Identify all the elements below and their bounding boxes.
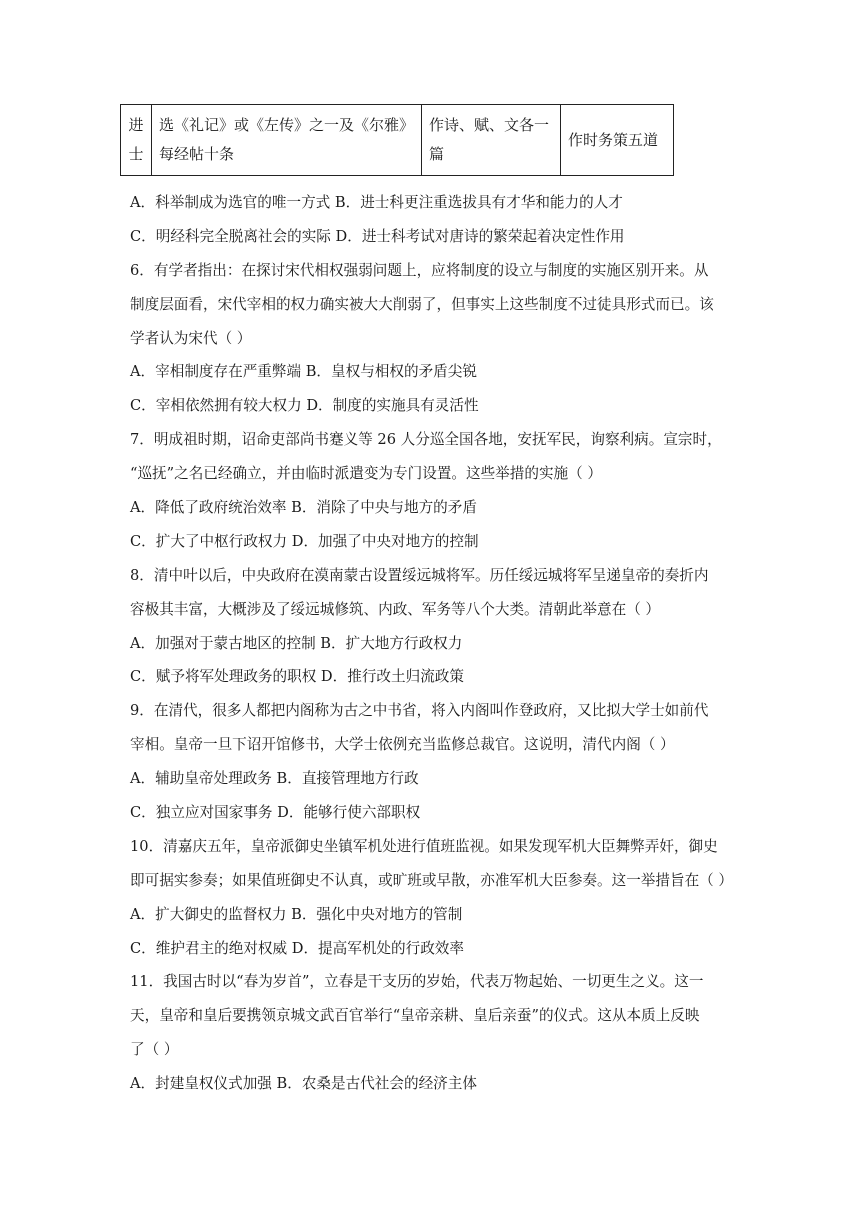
text-line: “巡抚”之名已经确立，并由临时派遣变为专门设置。这些举措的实施（ ） bbox=[130, 465, 602, 483]
text-line: A．扩大御史的监督权力 B．强化中央对地方的管制 bbox=[130, 905, 463, 923]
text-line: A．封建皇权仪式加强 B．农桑是古代社会的经济主体 bbox=[130, 1075, 477, 1093]
text-line: C．赋予将军处理政务的职权 D．推行改土归流政策 bbox=[130, 668, 464, 686]
exam-subject-table bbox=[120, 104, 674, 176]
cell-text: 篇 bbox=[429, 145, 445, 163]
table-cell-tiejing bbox=[152, 105, 422, 176]
table-cell-subject bbox=[121, 105, 152, 176]
text-line: C．扩大了中枢行政权力 D．加强了中央对地方的控制 bbox=[130, 532, 479, 550]
text-line: 10．清嘉庆五年，皇帝派御史坐镇军机处进行值班监视。如果发现军机大臣舞弊弄奸，御史 bbox=[130, 837, 718, 855]
text-line: A．加强对于蒙古地区的控制 B．扩大地方行政权力 bbox=[130, 634, 463, 652]
text-line: 容极其丰富，大概涉及了绥远城修筑、内政、军务等八个大类。清朝此举意在（ ） bbox=[130, 600, 661, 618]
text-line: 11．我国古时以“春为岁首”，立春是干支历的岁始，代表万物起始、一切更生之义。这一 bbox=[130, 973, 704, 991]
text-line: 学者认为宋代（ ） bbox=[130, 329, 252, 347]
text-line: 6．有学者指出：在探讨宋代相权强弱问题上，应将制度的设立与制度的实施区别开来。从 bbox=[130, 261, 709, 279]
text-line: 天，皇帝和皇后要携领京城文武百官举行“皇帝亲耕、皇后亲蚕”的仪式。这从本质上反映 bbox=[130, 1007, 700, 1025]
text-line: 了（ ） bbox=[130, 1041, 179, 1059]
text-line: C．明经科完全脱离社会的实际 D．进士科考试对唐诗的繁荣起着决定性作用 bbox=[130, 227, 625, 245]
cell-text: 作时务策五道 bbox=[568, 130, 659, 149]
text-line: A．辅助皇帝处理政务 B．直接管理地方行政 bbox=[130, 770, 419, 788]
table-cell-poetry bbox=[422, 105, 561, 176]
question-text bbox=[130, 186, 736, 1101]
cell-text: 士 bbox=[128, 145, 144, 163]
cell-text: 选《礼记》或《左传》之一及《尔雅》 bbox=[159, 116, 415, 134]
text-line: C．维护君主的绝对权威 D．提高军机处的行政效率 bbox=[130, 939, 464, 957]
text-line: A．宰相制度存在严重弊端 B．皇权与相权的矛盾尖锐 bbox=[130, 363, 477, 381]
text-line: C．独立应对国家事务 D．能够行使六部职权 bbox=[130, 804, 421, 822]
cell-text: 进 bbox=[128, 116, 144, 134]
text-line: 即可据实参奏；如果值班御史不认真，或旷班或早散，亦准军机大臣参奏。这一举措旨在（ ） bbox=[130, 871, 733, 889]
text-line: 9．在清代，很多人都把内阁称为古之中书省，将入内阁叫作登政府，又比拟大学士如前代 bbox=[130, 702, 709, 720]
text-line: C．宰相依然拥有较大权力 D．制度的实施具有灵活性 bbox=[130, 397, 479, 415]
text-line: A．降低了政府统治效率 B．消除了中央与地方的矛盾 bbox=[130, 499, 477, 517]
text-line: A．科举制成为选官的唯一方式 B．进士科更注重选拔具有才华和能力的人才 bbox=[130, 194, 623, 211]
text-line: 制度层面看，宋代宰相的权力确实被大大削弱了，但事实上这些制度不过徒具形式而已。该 bbox=[130, 295, 714, 313]
table-cell-policy bbox=[561, 105, 674, 176]
cell-text: 每经帖十条 bbox=[159, 145, 235, 163]
text-line: 宰相。皇帝一旦下诏开馆修书，大学士依例充当监修总裁官。这说明，清代内阁（ ） bbox=[130, 736, 675, 754]
text-line: 7．明成祖时期，诏命吏部尚书蹇义等 26 人分巡全国各地，安抚军民，询察利病。宣宗时， bbox=[130, 431, 722, 449]
text-line: 8．清中叶以后，中央政府在漠南蒙古设置绥远城将军。历任绥远城将军呈递皇帝的奏折内 bbox=[130, 566, 709, 584]
cell-text: 作诗、赋、文各一 bbox=[429, 116, 550, 134]
table-row bbox=[121, 105, 674, 176]
